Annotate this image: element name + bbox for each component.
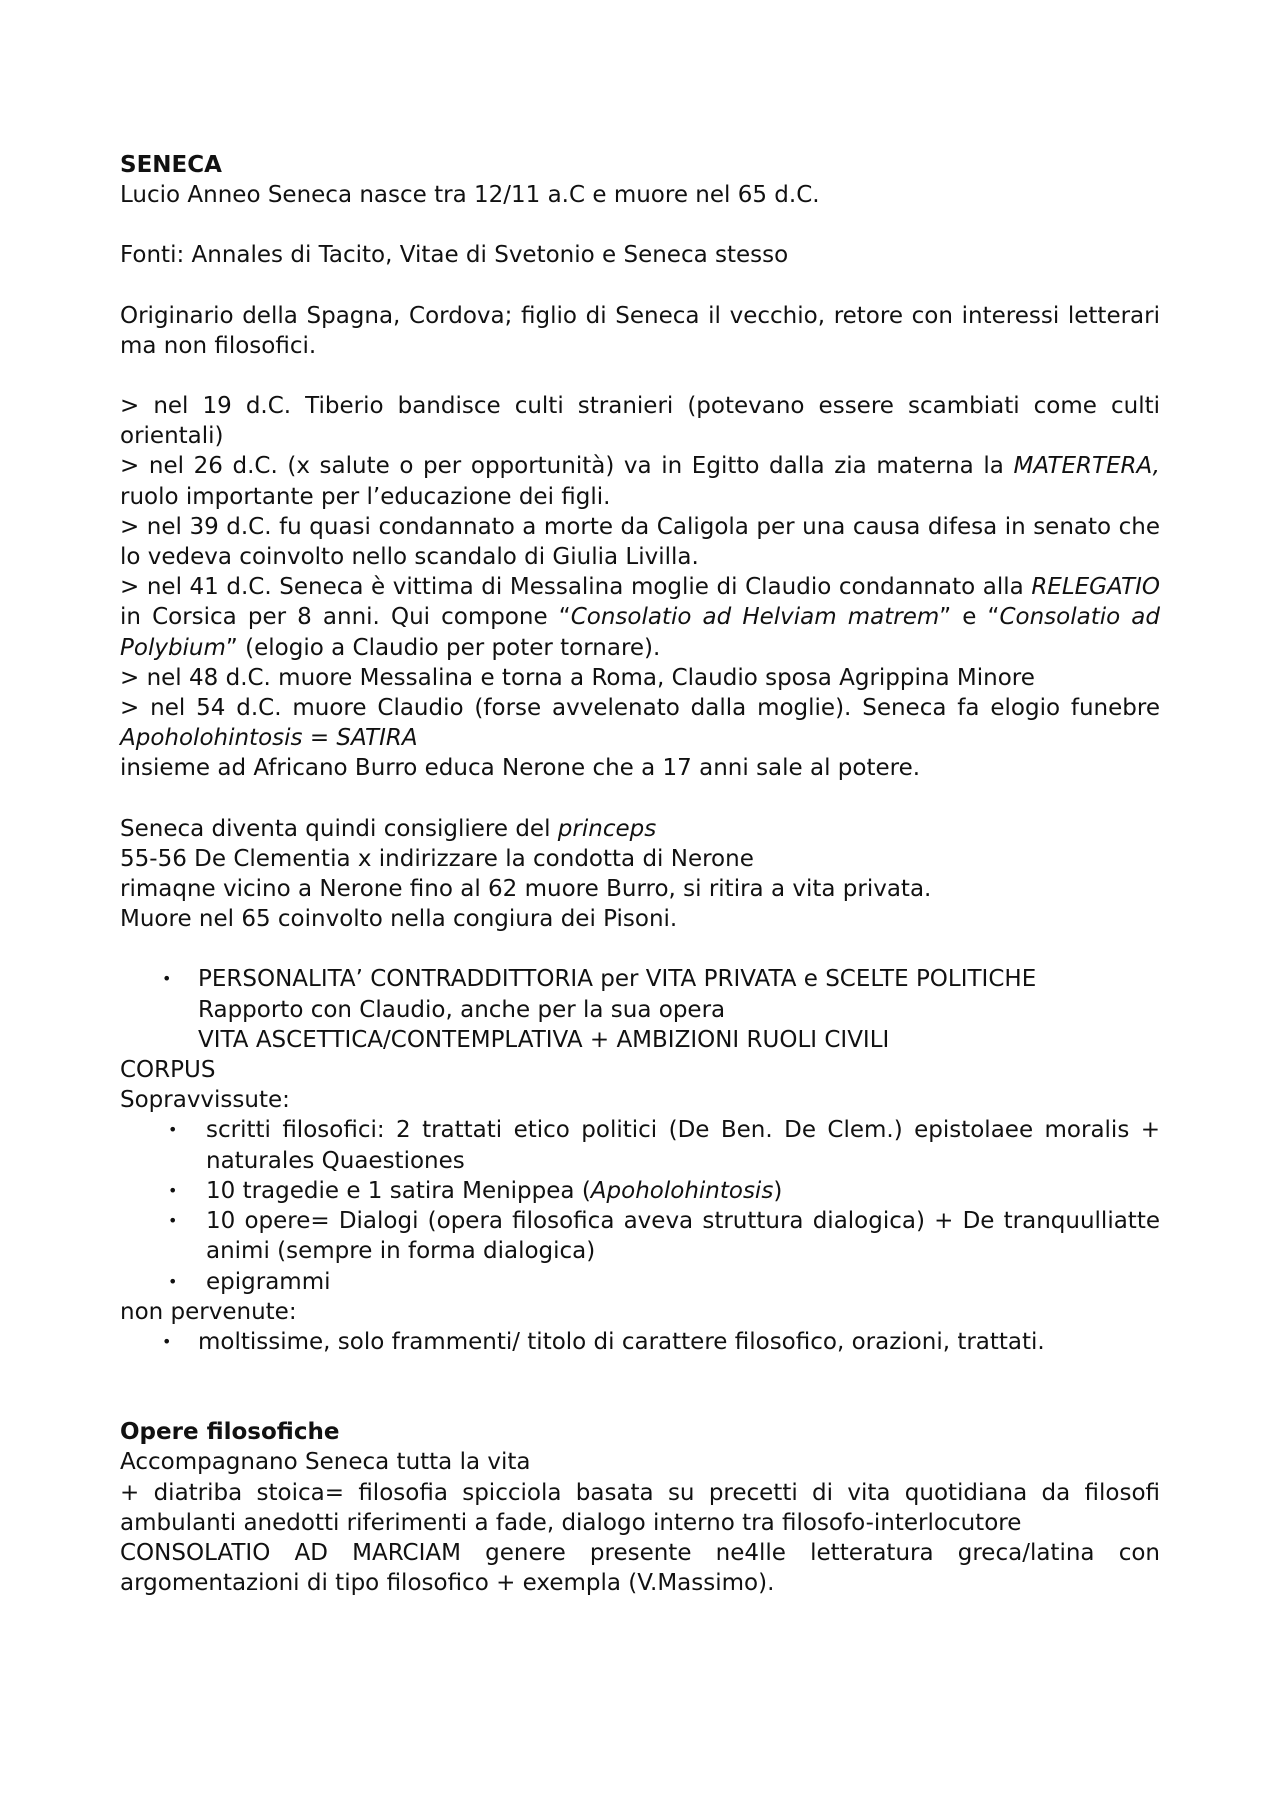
counselor-line-2: 55-56 De Clementia x indirizzare la condotta di Nerone (120, 845, 754, 872)
list-item: • 10 tragedie e 1 satira Menippea (Apoholohintosis) (120, 1176, 1160, 1206)
bullet-dot: • (168, 1120, 178, 1140)
philosophical-line-3: CONSOLATIO AD MARCIAM genere presente ne4lle letteratura greca/latina con argomentazioni di tipo filosofico + exempla (V.Massimo). (120, 1539, 1160, 1597)
corpus-heading: CORPUS (120, 1057, 216, 1084)
lost-label: non pervenute: (120, 1298, 297, 1325)
bullet-dot: • (162, 1331, 172, 1351)
timeline-nerone: insieme ad Africano Burro educa Nerone che a 17 anni sale al potere. (120, 755, 921, 782)
list-item: • epigrammi (120, 1267, 1160, 1297)
counselor-line-4: Muore nel 65 coinvolto nella congiura dei Pisoni. (120, 906, 678, 933)
document-page (120, 150, 1160, 1598)
personality-line-1: PERSONALITA’ CONTRADDITTORIA per VITA PRIVATA e SCELTE POLITICHE (198, 966, 1037, 993)
intro-line: Lucio Anneo Seneca nasce tra 12/11 a.C e muore nel 65 d.C. (120, 182, 820, 209)
timeline-26: > nel 26 d.C. (x salute o per opportunità) va in Egitto dalla zia materna la MATERTERA, ruolo importante per l’educazione dei figli. (120, 453, 1160, 510)
survived-label: Sopravvissute: (120, 1087, 290, 1114)
lost-list (120, 1327, 1160, 1357)
list-item: • moltissime, solo frammenti/ titolo di carattere filosofico, orazioni, trattati. (120, 1327, 1160, 1357)
document-title: SENECA (120, 152, 222, 178)
list-item: • 10 opere= Dialogi (opera filosofica aveva struttura dialogica) + De tranquulliatte animi (sempre in forma dialogica) (168, 1208, 1160, 1265)
counselor-line-3: rimaqne vicino a Nerone fino al 62 muore Burro, si ritira a vita privata. (120, 876, 932, 903)
philosophical-section (120, 1417, 1160, 1598)
philosophical-line-2: + diatriba stoica= filosofia spicciola basata su precetti di vita quotidiana da filosofi ambulanti anedotti riferimenti a fade, dialogo interno tra filosofo-interlocutore (120, 1479, 1160, 1536)
personality-line-2: Rapporto con Claudio, anche per la sua opera (198, 996, 726, 1023)
bullet-dot: • (162, 969, 172, 989)
origin-paragraph: Originario della Spagna, Cordova; figlio di Seneca il vecchio, retore con interessi letterari ma non filosofici. (120, 302, 1160, 359)
bullet-dot: • (168, 1180, 178, 1200)
timeline-39: > nel 39 d.C. fu quasi condannato a morte da Caligola per una causa difesa in senato che lo vedeva coinvolto nello scandalo di Giulia Livilla. (120, 513, 1160, 571)
counselor-section (120, 814, 1160, 935)
timeline-48: > nel 48 d.C. muore Messalina e torna a Roma, Claudio sposa Agrippina Minore (120, 664, 1035, 691)
timeline-19: > nel 19 d.C. Tiberio bandisce culti stranieri (potevano essere scambiati come culti orientali) (120, 393, 1160, 450)
bullet-dot: • (168, 1211, 178, 1231)
section-heading: Opere filosofiche (120, 1419, 340, 1446)
timeline-54: > nel 54 d.C. muore Claudio (forse avvelenato dalla moglie). Seneca fa elogio funebre Apoholohintosis = SATIRA (120, 695, 1160, 752)
survived-list (120, 1115, 1160, 1296)
timeline (120, 391, 1160, 784)
bullet-dot: • (168, 1271, 178, 1291)
personality-line-3: VITA ASCETTICA/CONTEMPLATIVA + AMBIZIONI RUOLI CIVILI (198, 1026, 890, 1053)
sources-line: Fonti: Annales di Tacito, Vitae di Svetonio e Seneca stesso (120, 242, 789, 269)
philosophical-line-1: Accompagnano Seneca tutta la vita (120, 1449, 531, 1476)
counselor-line-1: Seneca diventa quindi consigliere del princeps (120, 815, 657, 842)
list-item: • scritti filosofici: 2 trattati etico politici (De Ben. De Clem.) epistolaee moralis + naturales Quaestiones (168, 1117, 1160, 1174)
timeline-41: > nel 41 d.C. Seneca è vittima di Messalina moglie di Claudio condannato alla RELEGATIO in Corsica per 8 anni. Qui compone “Consolatio ad Helviam matrem” e “Consolatio ad Polybium” (elogio a Claudio per poter tornare). (120, 574, 1160, 661)
personality-bullet (120, 964, 1160, 1055)
